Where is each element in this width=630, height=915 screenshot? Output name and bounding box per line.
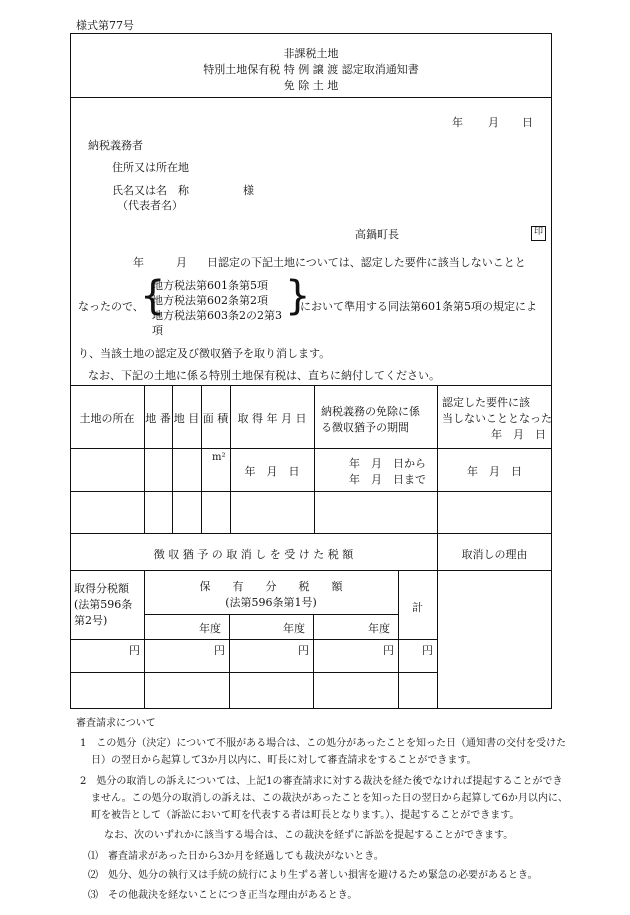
notes-heading: 審査請求について — [76, 718, 156, 729]
table2-top — [70, 533, 552, 534]
representative-label: （代表者名） — [117, 199, 183, 212]
header-location: 土地の所在 — [79, 412, 135, 425]
body-line-4: なお、下記の土地に係る特別土地保有税は、直ちに納付してください。 — [88, 369, 440, 382]
note-sub-1: ⑴ 審査請求があった日から3か月を経過しても裁決がないとき。 — [88, 851, 384, 862]
table2-header-bottom — [70, 570, 552, 571]
row1-from: 年 月 日から — [349, 457, 426, 470]
body-line-1: 日認定の下記土地については、認定した要件に該当しないことと — [207, 256, 526, 269]
body-line-2-suffix: において準用する同法第601条第5項の規定によ — [300, 300, 537, 313]
header-reason: 取消しの理由 — [461, 548, 528, 561]
row1-cancel: 年 月 日 — [467, 465, 522, 478]
date-month: 月 — [488, 116, 499, 129]
date-year: 年 — [452, 116, 463, 129]
hold-label-2: (法第596条第1号) — [225, 596, 317, 609]
yen-total: 円 — [422, 644, 433, 657]
title-divider — [70, 97, 552, 98]
right-brace: } — [285, 273, 311, 319]
note-2-line-2: ません。この処分の取消しの訴えは、この裁決があったことを知った日の翌日から起算して6か月以内に、 — [91, 793, 568, 804]
yen-year-3: 円 — [383, 644, 394, 657]
fiscal-year-3: 年度 — [368, 622, 390, 635]
header-deferral-1: 納税義務の免除に係 — [321, 405, 420, 418]
address-label: 住所又は所在地 — [112, 161, 189, 174]
body-line-3: り、当該土地の認定及び徴収猶予を取り消します。 — [78, 347, 331, 360]
form-number: 様式第77号 — [76, 19, 134, 32]
name-label: 氏名又は名 称 — [112, 184, 189, 197]
header-lot: 地 番 — [145, 412, 171, 425]
date-day: 日 — [522, 116, 533, 129]
sama-label: 様 — [243, 184, 254, 197]
body-month: 月 — [176, 256, 187, 269]
law-1: 地方税法第601条第5項 — [152, 279, 268, 292]
acq-label-2: (法第596条 — [74, 598, 133, 611]
header-category: 地 目 — [173, 412, 200, 425]
law-tail: 項 — [152, 324, 163, 337]
yen-acquired: 円 — [129, 644, 140, 657]
header-cancel-2: 当しないこととなった — [442, 412, 552, 425]
header-deferral-amount: 徴 収 猶 予 の 取 消 し を 受 け た 税 額 — [153, 548, 354, 561]
seal-stamp: 印 — [531, 226, 546, 241]
row1-to: 年 月 日まで — [349, 473, 426, 486]
fiscal-year-2: 年度 — [283, 622, 305, 635]
title-line-2: 特別土地保有税 特 例 譲 渡 認定取消通知書 — [203, 63, 419, 76]
law-2: 地方税法第602条第2項 — [152, 294, 268, 307]
left-brace: { — [140, 273, 166, 319]
note-sub-2: ⑵ 処分、処分の執行又は手続の続行により生ずる著しい損害を避けるため緊急の必要があるとき。 — [88, 870, 538, 881]
yen-year-1: 円 — [214, 644, 225, 657]
body-year: 年 — [133, 256, 144, 269]
title-line-3: 免 除 土 地 — [283, 79, 339, 92]
acq-label-1: 取得分税額 — [74, 582, 129, 595]
header-cancel-1: 認定した要件に該 — [442, 396, 530, 409]
note-1-line-2: 日）の翌日から起算して3か月以内に、町長に対して審査請求をすることができます。 — [91, 755, 477, 766]
yen-year-2: 円 — [298, 644, 309, 657]
taxpayer-heading: 納税義務者 — [88, 139, 143, 152]
note-1-line-1: 1 この処分（決定）について不服がある場合は、この処分があったことを知った日（通知書の交付を受けた — [80, 738, 567, 749]
note-sub-3: ⑶ その他裁決を経ないことにつき正当な理由があるとき。 — [88, 890, 358, 901]
table1-row1-bottom — [70, 491, 552, 492]
area-unit: m² — [212, 452, 226, 463]
note-2-line-3: 町を被告として（訴訟において町を代表する者は町長となります。）、提起することができます。 — [91, 810, 520, 821]
header-area: 面 積 — [202, 412, 229, 425]
hold-label-1: 保 有 分 税 額 — [199, 580, 343, 593]
note-2-line-1: 2 処分の取消しの訴えについては、上記1の審査請求に対する裁決を経た後でなければ提起することができ — [80, 776, 563, 787]
total-label: 計 — [412, 601, 423, 614]
fiscal-year-1: 年度 — [199, 622, 221, 635]
body-line-2-prefix: なったので、 — [78, 300, 144, 313]
row1-acquired: 年 月 日 — [244, 465, 300, 478]
header-deferral-2: る徴収猶予の期間 — [321, 421, 409, 434]
issuer-name: 高鍋町長 — [355, 228, 399, 241]
acq-label-3: 第2号) — [74, 614, 108, 627]
table1-header-bottom — [70, 448, 552, 449]
table1-top — [70, 385, 552, 386]
law-3: 地方税法第603条2の2第3 — [152, 309, 282, 322]
title-line-1: 非課税土地 — [283, 47, 339, 60]
header-acquired: 取 得 年 月 日 — [237, 412, 307, 425]
header-cancel-3: 年 月 日 — [491, 428, 546, 441]
note-2-line-4: なお、次のいずれかに該当する場合は、この裁決を経ずに訴訟を提起することができます。 — [104, 830, 514, 841]
